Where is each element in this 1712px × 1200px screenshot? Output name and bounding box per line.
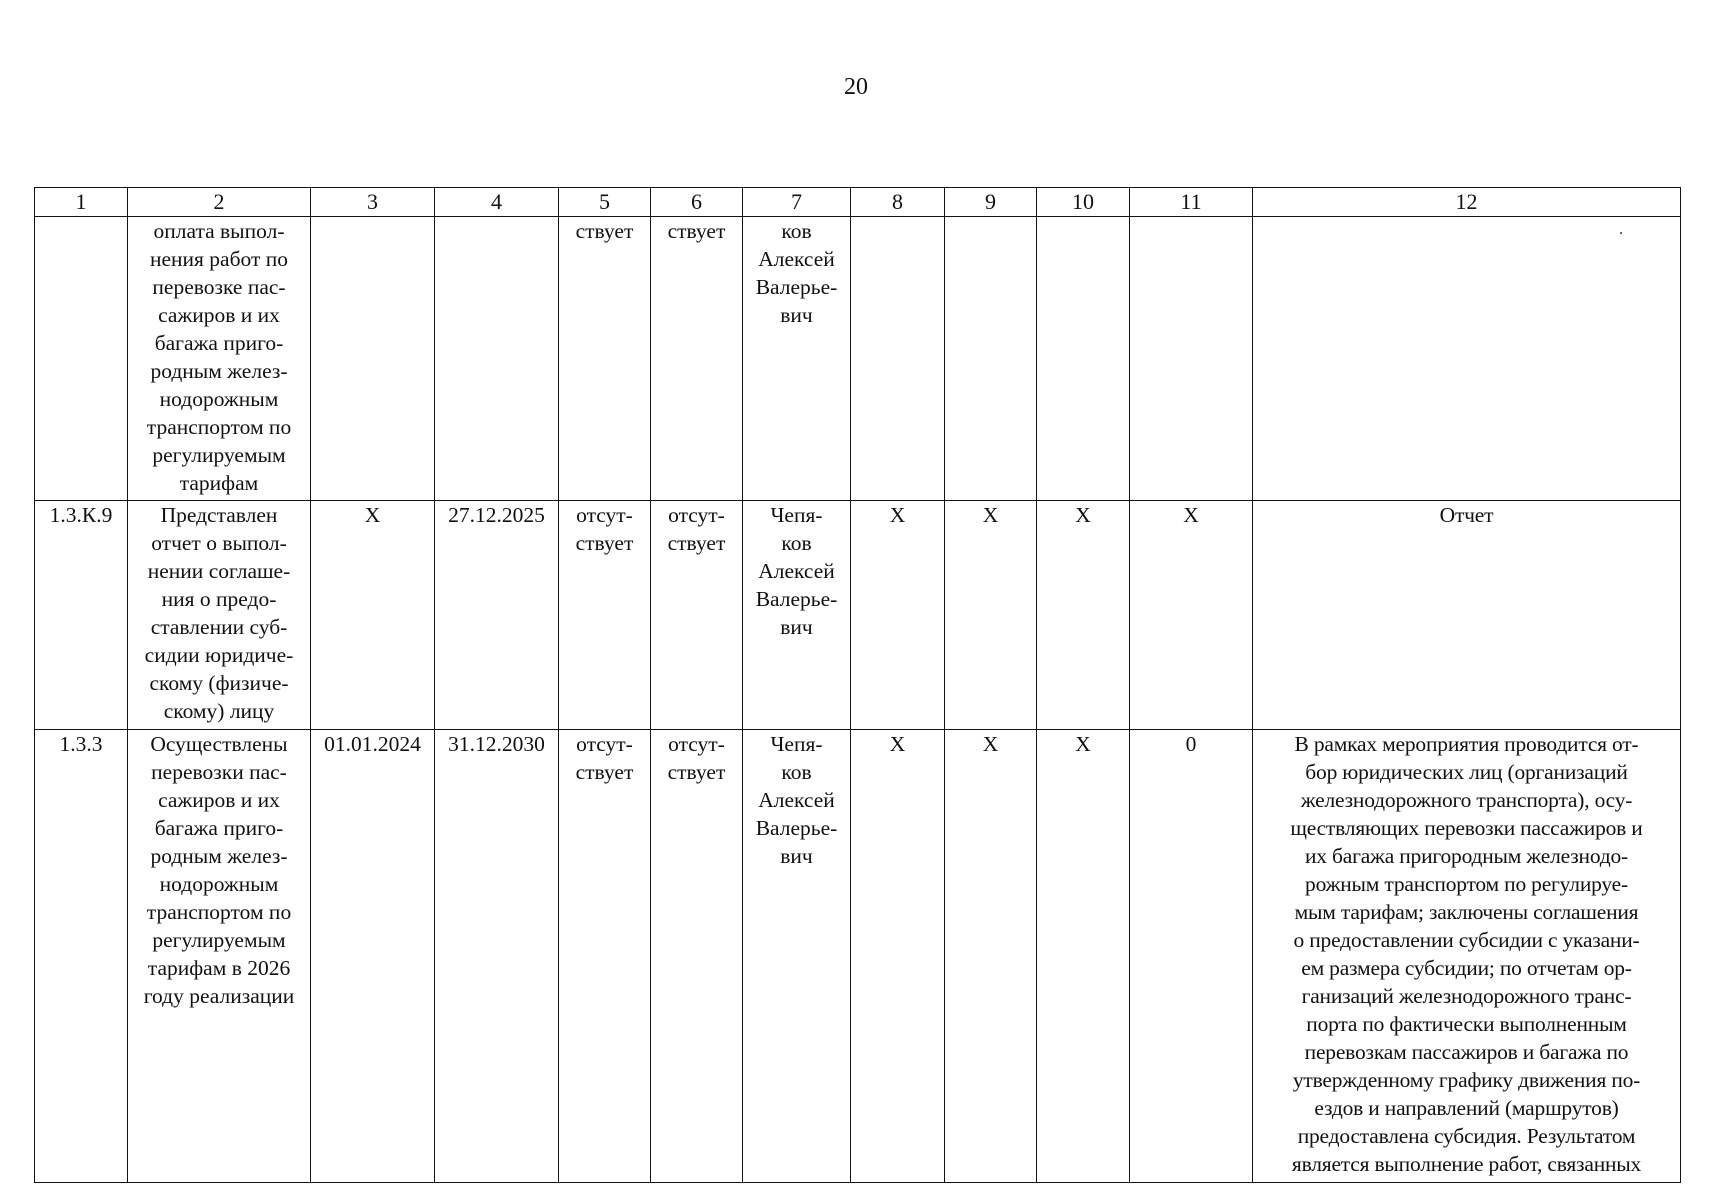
cell-text-line: 0 bbox=[1185, 732, 1197, 756]
cell-text-line: нодорожным bbox=[159, 387, 279, 411]
cell-text-line: порта по фактически выполненным bbox=[1306, 1012, 1627, 1036]
cell-text-line: багажа приго- bbox=[154, 816, 284, 840]
cell-text-line: утвержденному графику движения по- bbox=[1292, 1068, 1641, 1092]
cell-text-line: железнодорожного транспорта), осу- bbox=[1300, 788, 1633, 812]
cell-text-line: ствует bbox=[667, 760, 726, 784]
column-header-7: 7 bbox=[743, 188, 851, 217]
table-row bbox=[35, 217, 1681, 501]
cell-text-line: 01.01.2024 bbox=[324, 732, 421, 756]
cell-col-11 bbox=[1130, 501, 1253, 730]
cell-text-line: родным желез- bbox=[150, 359, 288, 383]
cell-text-line: ем размера субсидии; по отчетам ор- bbox=[1301, 956, 1632, 980]
cell-text-line: о предоставлении субсидии с указани- bbox=[1293, 928, 1640, 952]
column-header-6: 6 bbox=[651, 188, 743, 217]
cell-text-line: Чепя- bbox=[770, 503, 823, 527]
cell-end-date bbox=[435, 730, 559, 1183]
cell-text-line: нения работ по bbox=[149, 247, 289, 271]
cell-text-line: скому (физиче- bbox=[149, 671, 289, 695]
cell-text-line: родным желез- bbox=[150, 844, 288, 868]
cell-text-line: тарифам bbox=[179, 471, 259, 495]
cell-text-line: Валерье- bbox=[755, 587, 838, 611]
cell-text-line: тарифам в 2026 bbox=[147, 956, 291, 980]
cell-responsible bbox=[743, 217, 851, 501]
cell-text-line: сажиров и их bbox=[158, 303, 280, 327]
column-header-12: 12 bbox=[1253, 188, 1681, 217]
cell-end-date bbox=[435, 501, 559, 730]
cell-text-line: ния о предо- bbox=[161, 587, 277, 611]
cell-text-line: Осуществлены bbox=[150, 732, 288, 756]
cell-text-line: ков bbox=[781, 760, 812, 784]
cell-text-line: ставлении суб- bbox=[150, 615, 288, 639]
column-header-5: 5 bbox=[559, 188, 651, 217]
cell-text-line: сажиров и их bbox=[158, 788, 280, 812]
events-table bbox=[34, 187, 1681, 1183]
column-header-11: 11 bbox=[1130, 188, 1253, 217]
cell-text-line: отсут- bbox=[668, 732, 725, 756]
column-header-9: 9 bbox=[945, 188, 1037, 217]
cell-text-line: ствует bbox=[575, 219, 634, 243]
cell-text-line: Валерье- bbox=[755, 275, 838, 299]
cell-number bbox=[35, 217, 128, 501]
cell-text-line: В рамках мероприятия проводится от- bbox=[1294, 732, 1639, 756]
cell-text-line: Валерье- bbox=[755, 816, 838, 840]
cell-text-line: Алексей bbox=[758, 788, 835, 812]
cell-text-line: нодорожным bbox=[159, 872, 279, 896]
cell-text-line: регулируемым bbox=[152, 443, 286, 467]
cell-end-date bbox=[435, 217, 559, 501]
cell-col-5 bbox=[559, 501, 651, 730]
cell-text-line: перевозкам пассажиров и багажа по bbox=[1304, 1040, 1629, 1064]
cell-text-line: оплата выпол- bbox=[153, 219, 285, 243]
cell-text-line: X bbox=[1183, 503, 1199, 527]
cell-text-line: 27.12.2025 bbox=[448, 503, 545, 527]
cell-start-date bbox=[311, 217, 435, 501]
cell-text-line: транспортом по bbox=[146, 415, 292, 439]
cell-col-6 bbox=[651, 730, 743, 1183]
cell-text-line: 1.3.3 bbox=[59, 732, 103, 756]
cell-col-10 bbox=[1037, 217, 1130, 501]
cell-text-line: вич bbox=[780, 844, 813, 868]
cell-text-line: X bbox=[1075, 503, 1091, 527]
cell-col-10 bbox=[1037, 730, 1130, 1183]
cell-event-name bbox=[128, 730, 311, 1183]
column-header-8: 8 bbox=[851, 188, 945, 217]
cell-text-line: X bbox=[364, 503, 381, 527]
cell-col-8 bbox=[851, 730, 945, 1183]
cell-text-line: скому) лицу bbox=[163, 699, 275, 723]
cell-col-9 bbox=[945, 730, 1037, 1183]
cell-text-line: перевозки пас- bbox=[151, 760, 287, 784]
cell-event-name bbox=[128, 501, 311, 730]
cell-text-line: ствует bbox=[667, 531, 726, 555]
cell-text-line: регулируемым bbox=[152, 928, 286, 952]
cell-text-line: багажа приго- bbox=[154, 331, 284, 355]
cell-text-line: ков bbox=[781, 219, 812, 243]
cell-col-8 bbox=[851, 501, 945, 730]
column-header-10: 10 bbox=[1037, 188, 1130, 217]
cell-col-9 bbox=[945, 501, 1037, 730]
cell-text-line: 31.12.2030 bbox=[448, 732, 545, 756]
cell-col-11 bbox=[1130, 217, 1253, 501]
cell-text-line: ществляющих перевозки пассажиров и bbox=[1290, 816, 1643, 840]
cell-text-line: предоставлена субсидия. Результатом bbox=[1297, 1124, 1636, 1148]
cell-text-line: отчет о выпол- bbox=[151, 531, 287, 555]
cell-text-line: перевозке пас- bbox=[152, 275, 286, 299]
cell-text-line: X bbox=[982, 732, 999, 756]
cell-col-6 bbox=[651, 501, 743, 730]
table-row bbox=[35, 730, 1681, 1183]
cell-number bbox=[35, 501, 128, 730]
cell-text-line: отсут- bbox=[576, 503, 633, 527]
cell-responsible bbox=[743, 730, 851, 1183]
column-header-2: 2 bbox=[128, 188, 311, 217]
cell-text-line: году реализации bbox=[143, 984, 295, 1008]
cell-description bbox=[1253, 217, 1681, 501]
cell-col-9 bbox=[945, 217, 1037, 501]
cell-col-5 bbox=[559, 730, 651, 1183]
cell-text-line: транспортом по bbox=[146, 900, 292, 924]
cell-text-line: X bbox=[1075, 732, 1091, 756]
cell-text-line: отсут- bbox=[668, 503, 725, 527]
cell-text-line: отсут- bbox=[576, 732, 633, 756]
column-header-1: 1 bbox=[35, 188, 128, 217]
cell-col-6 bbox=[651, 217, 743, 501]
cell-col-5 bbox=[559, 217, 651, 501]
cell-text-line: нении соглаше- bbox=[147, 559, 291, 583]
cell-text-line: сидии юридиче- bbox=[144, 643, 294, 667]
cell-text-line: ствует bbox=[667, 219, 726, 243]
cell-number bbox=[35, 730, 128, 1183]
cell-responsible bbox=[743, 501, 851, 730]
cell-text-line: вич bbox=[780, 615, 813, 639]
cell-text-line: Алексей bbox=[758, 247, 835, 271]
cell-text-line: ездов и направлений (маршрутов) bbox=[1314, 1096, 1619, 1120]
cell-text-line: X bbox=[982, 503, 999, 527]
cell-text-line: является выполнение работ, связанных bbox=[1291, 1152, 1642, 1176]
cell-text-line: ков bbox=[781, 531, 812, 555]
cell-text-line: вич bbox=[780, 303, 813, 327]
cell-text-line: 1.3.К.9 bbox=[49, 503, 113, 527]
cell-col-10 bbox=[1037, 501, 1130, 730]
cell-start-date bbox=[311, 730, 435, 1183]
cell-text-line: Алексей bbox=[758, 559, 835, 583]
cell-start-date bbox=[311, 501, 435, 730]
cell-description bbox=[1253, 501, 1681, 730]
column-header-4: 4 bbox=[435, 188, 559, 217]
cell-text-line: их багажа пригородным железнодо- bbox=[1304, 844, 1629, 868]
cell-event-name bbox=[128, 217, 311, 501]
table-row bbox=[35, 501, 1681, 730]
cell-text-line: ствует bbox=[575, 531, 634, 555]
cell-text-line: бор юридических лиц (организаций bbox=[1305, 760, 1628, 784]
cell-col-11 bbox=[1130, 730, 1253, 1183]
scan-speck bbox=[1620, 232, 1622, 234]
cell-text-line: Представлен bbox=[160, 503, 278, 527]
cell-text-line: Чепя- bbox=[770, 732, 823, 756]
column-header-3: 3 bbox=[311, 188, 435, 217]
page-number: 20 bbox=[844, 74, 868, 100]
cell-text-line: ствует bbox=[575, 760, 634, 784]
cell-text-line: ганизаций железнодорожного транс- bbox=[1301, 984, 1632, 1008]
cell-text-line: X bbox=[889, 732, 906, 756]
cell-text-line: Отчет bbox=[1439, 503, 1494, 527]
cell-text-line: мым тарифам; заключены соглашения bbox=[1294, 900, 1639, 924]
cell-description bbox=[1253, 730, 1681, 1183]
cell-text-line: рожным транспортом по регулируе- bbox=[1305, 872, 1628, 896]
cell-col-8 bbox=[851, 217, 945, 501]
cell-text-line: X bbox=[889, 503, 906, 527]
header-row bbox=[35, 188, 1681, 217]
